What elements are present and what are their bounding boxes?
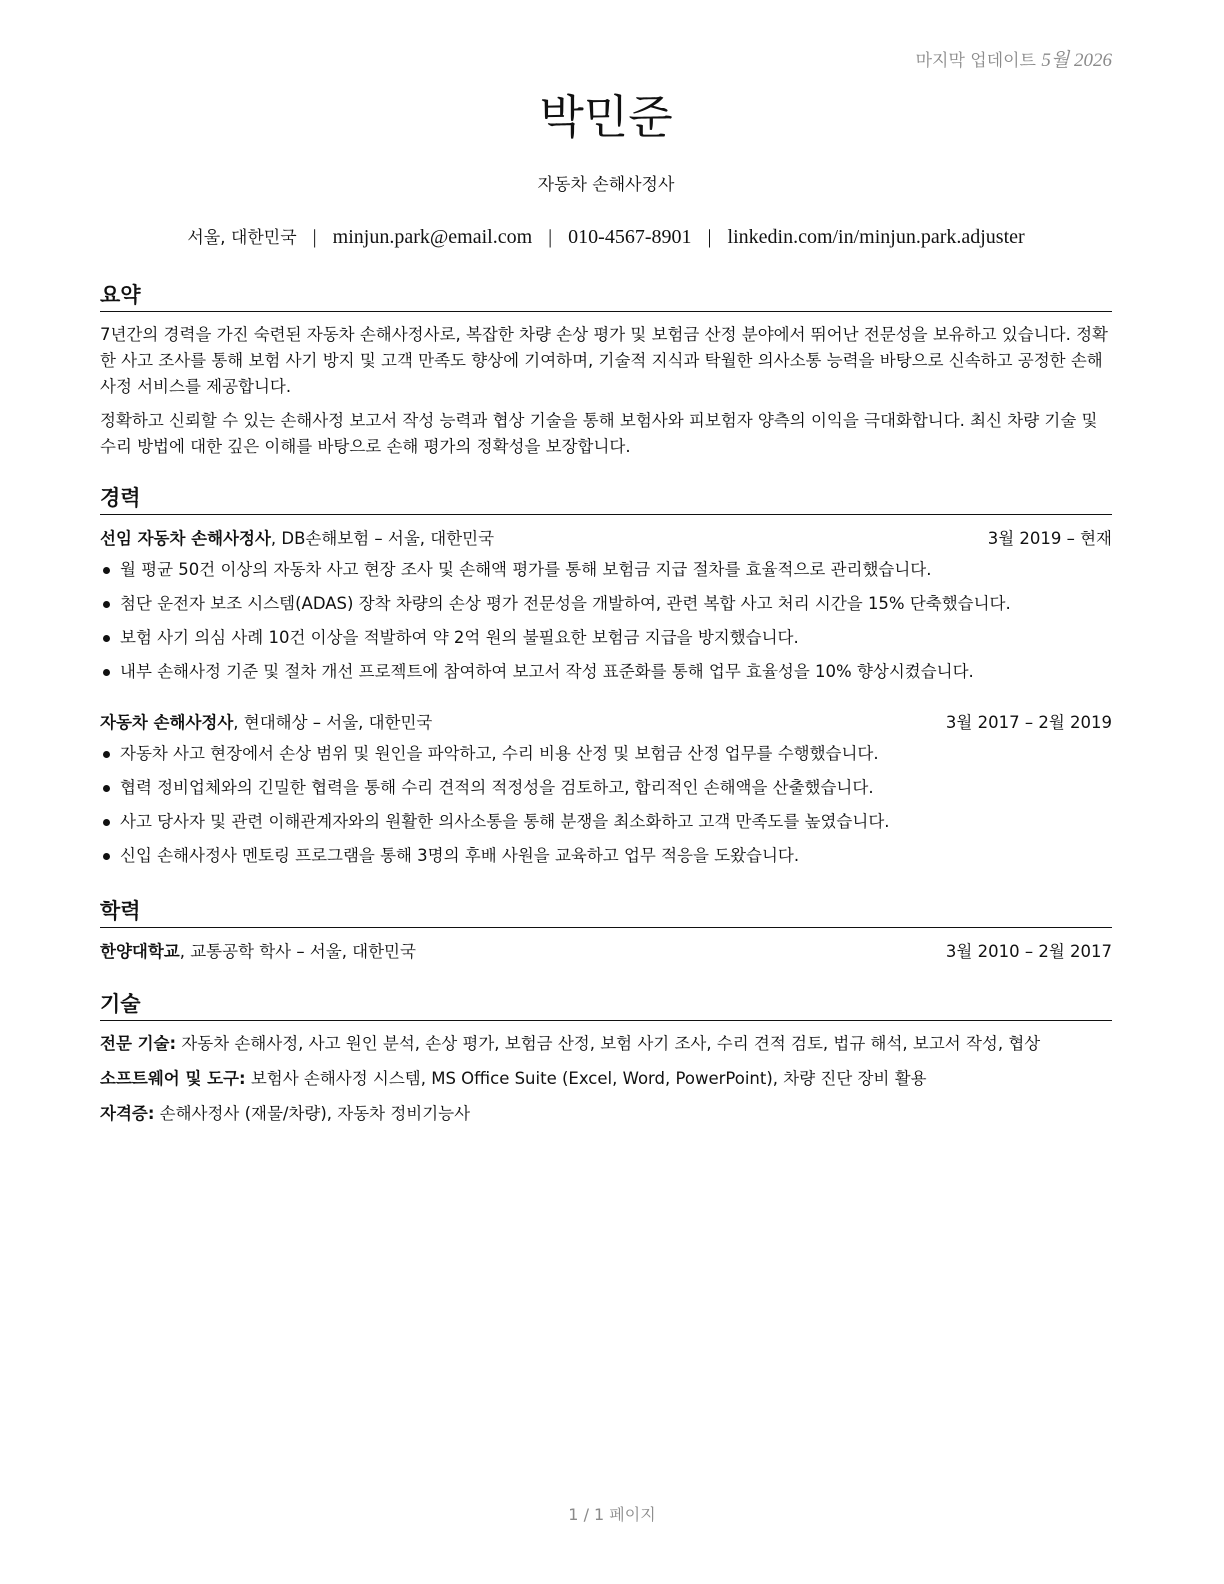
- education-details: , 교통공학 학사 – 서울, 대한민국: [179, 942, 416, 961]
- education-section: [100, 895, 1112, 966]
- skill-line: [100, 1031, 1112, 1057]
- contact-separator: |: [312, 226, 317, 248]
- resume-page: [100, 82, 1112, 1136]
- skill-label: 전문 기술:: [100, 1034, 177, 1053]
- skill-label: 소프트웨어 및 도구:: [100, 1069, 246, 1088]
- job-details: , DB손해보험 – 서울, 대한민국: [270, 529, 495, 548]
- education-dates: 3월 2010 – 2월 2017: [945, 942, 1112, 961]
- summary-paragraph: 7년간의 경력을 가진 숙련된 자동차 손해사정사로, 복잡한 차량 손상 평가 및 보험금 산정 분야에서 뛰어난 전문성을 보유하고 있습니다. 정확한 사고 조사를 통해 보험 사기 방지 및 고객 만족도 향상에 기여하며, 기술적 지식과 탁월한 의사소통 능력을 바탕으로 신속하고 공정한 손해사정 서비스를 제공합니다.: [100, 325, 1108, 396]
- candidate-role: 자동차 손해사정사: [537, 175, 675, 195]
- skill-text: 보험사 손해사정 시스템, MS Office Suite (Excel, Word, PowerPoint), 차량 진단 장비 활용: [245, 1069, 927, 1088]
- contact-phone: 010-4567-8901: [568, 226, 692, 248]
- education-school: 한양대학교: [100, 942, 180, 961]
- job-dates: 3월 2017 – 2월 2019: [945, 713, 1112, 732]
- skill-text: 손해사정사 (재물/차량), 자동차 정비기능사: [154, 1104, 471, 1123]
- last-updated-date: 5월 2026: [1041, 50, 1112, 71]
- candidate-name: 박민준: [539, 90, 673, 144]
- job-entry: [100, 709, 1112, 873]
- contact-separator: |: [548, 226, 553, 248]
- experience-section: [100, 482, 1112, 873]
- job-bullet: 자동차 사고 현장에서 손상 범위 및 원인을 파악하고, 수리 비용 산정 및 보험금 산정 업무를 수행했습니다.: [100, 737, 1112, 771]
- section-title-summary: 요약: [100, 279, 1112, 312]
- job-bullet: 협력 정비업체와의 긴밀한 협력을 통해 수리 견적의 적정성을 검토하고, 합리적인 손해액을 산출했습니다.: [100, 771, 1112, 805]
- job-header: [100, 525, 1112, 553]
- job-entry: [100, 525, 1112, 689]
- section-title-experience: 경력: [100, 482, 1112, 515]
- last-updated-label: 마지막 업데이트: [915, 51, 1036, 71]
- contact-line: [100, 223, 1112, 249]
- education-heading: [100, 938, 416, 966]
- job-bullet: 첨단 운전자 보조 시스템(ADAS) 장착 차량의 손상 평가 전문성을 개발하여, 관련 복합 사고 처리 시간을 15% 단축했습니다.: [100, 587, 1112, 621]
- skills-section: [100, 988, 1112, 1127]
- skill-label: 자격증:: [100, 1104, 155, 1123]
- contact-separator: |: [707, 226, 712, 248]
- section-title-education: 학력: [100, 895, 1112, 928]
- job-bullet: 보험 사기 의심 사례 10건 이상을 적발하여 약 2억 원의 불필요한 보험금 지급을 방지했습니다.: [100, 621, 1112, 655]
- job-bullet: 신입 손해사정사 멘토링 프로그램을 통해 3명의 후배 사원을 교육하고 업무 적응을 도왔습니다.: [100, 839, 1112, 873]
- contact-linkedin[interactable]: linkedin.com/in/minjun.park.adjuster: [727, 226, 1025, 248]
- job-bullets: [100, 553, 1112, 689]
- job-title: 선임 자동차 손해사정사: [100, 529, 271, 548]
- job-header: [100, 709, 1112, 737]
- skill-line: [100, 1101, 1112, 1127]
- job-bullets: [100, 737, 1112, 873]
- job-bullet: 월 평균 50건 이상의 자동차 사고 현장 조사 및 손해액 평가를 통해 보험금 지급 절차를 효율적으로 관리했습니다.: [100, 553, 1112, 587]
- job-bullet: 사고 당사자 및 관련 이해관계자와의 원활한 의사소통을 통해 분쟁을 최소화하고 고객 만족도를 높였습니다.: [100, 805, 1112, 839]
- job-heading: [100, 525, 494, 553]
- job-title: 자동차 손해사정사: [100, 713, 234, 732]
- job-heading: [100, 709, 432, 737]
- skill-text: 자동차 손해사정, 사고 원인 분석, 손상 평가, 보험금 산정, 보험 사기 조사, 수리 견적 검토, 법규 해석, 보고서 작성, 협상: [176, 1034, 1041, 1053]
- page-footer: 1 / 1 페이지: [568, 1505, 656, 1524]
- section-title-skills: 기술: [100, 988, 1112, 1021]
- last-updated: [916, 45, 1112, 72]
- job-dates: 3월 2019 – 현재: [987, 529, 1112, 548]
- contact-location: 서울, 대한민국: [187, 228, 297, 248]
- contact-email[interactable]: minjun.park@email.com: [332, 226, 533, 248]
- education-entry: [100, 938, 1112, 966]
- skill-line: [100, 1066, 1112, 1092]
- job-details: , 현대해상 – 서울, 대한민국: [233, 713, 433, 732]
- summary-paragraph: 정확하고 신뢰할 수 있는 손해사정 보고서 작성 능력과 협상 기술을 통해 보험사와 피보험자 양측의 이익을 극대화합니다. 최신 차량 기술 및 수리 방법에 대한 깊은 이해를 바탕으로 손해 평가의 정확성을 보장합니다.: [100, 411, 1098, 456]
- job-bullet: 내부 손해사정 기준 및 절차 개선 프로젝트에 참여하여 보고서 작성 표준화를 통해 업무 효율성을 10% 향상시켰습니다.: [100, 655, 1112, 689]
- summary-section: [100, 279, 1112, 460]
